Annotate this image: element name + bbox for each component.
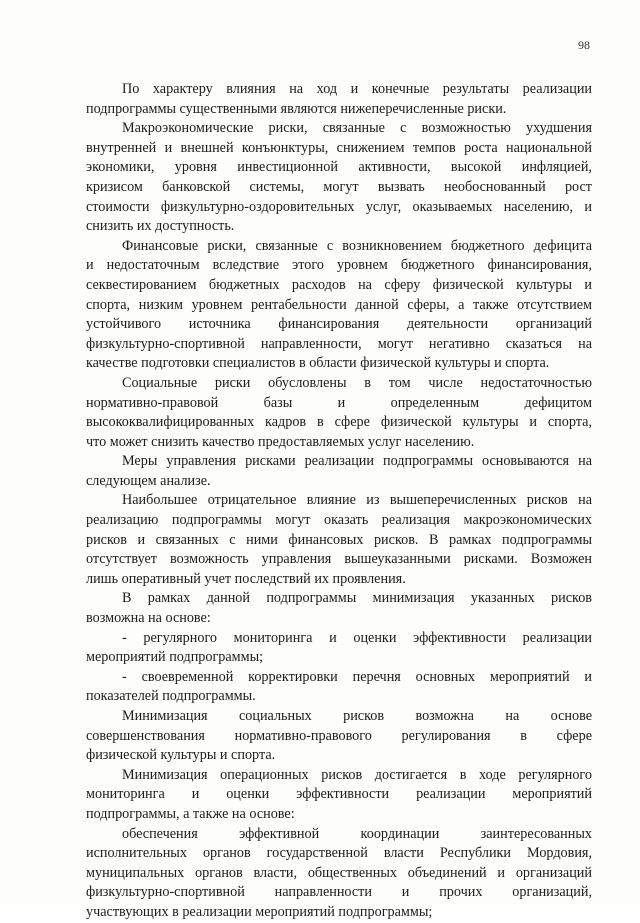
text-line: Наибольшее отрицательное влияние из вышеперечисленных рисков на [122, 492, 592, 509]
text-line: показателей подпрограммы. [86, 688, 256, 705]
text-line: - регулярного мониторинга и оценки эффективности реализации [122, 629, 592, 646]
text-line: качестве подготовки специалистов в области физической культуры и спорта. [86, 355, 550, 372]
text-line: рисков и связанных с ними финансовых рисков. В рамках подпрограммы [86, 531, 592, 548]
text-line: Минимизация социальных рисков возможна на основе [122, 708, 592, 724]
paragraph [86, 80, 592, 119]
text-line: устойчивого источника финансирования деятельности организаций [86, 316, 592, 333]
text-line: и недостаточным вследствие этого уровнем бюджетного финансирования, [86, 257, 592, 274]
text-line: снизить их доступность. [86, 218, 235, 235]
text-line: реализацию подпрограммы могут оказать реализация макроэкономических [86, 512, 592, 529]
paragraph [86, 766, 592, 825]
paragraph [86, 668, 592, 707]
text-line: отсутствует возможность управления вышеуказанными рисками. Возможен [86, 551, 592, 568]
paragraph [86, 491, 592, 589]
text-line: лишь оперативный учет последствий их проявления. [86, 570, 406, 587]
text-line: возможна на основе: [86, 610, 211, 627]
text-line: подпрограммы существенными являются нижеперечисленные риски. [86, 100, 507, 117]
paragraph [86, 825, 592, 923]
text-line: экономики, уровня инвестиционной активности, высокой инфляцией, [86, 159, 592, 176]
text-line: участвующих в реализации мероприятий подпрограммы; [86, 903, 433, 920]
text-line: что может снизить качество предоставляемых услуг населению. [86, 433, 475, 450]
text-line: следующем анализе. [86, 472, 211, 489]
paragraph [86, 374, 592, 452]
text-line: Макроэкономические риски, связанные с возможностью ухудшения [122, 120, 592, 137]
document-body [86, 80, 592, 923]
text-line: совершенствования нормативно-правового регулирования в сфере [86, 727, 592, 744]
text-line: - своевременной корректировки перечня основных мероприятий и [122, 668, 592, 685]
text-line: Социальные риски обусловлены в том числе недостаточностью [122, 374, 592, 391]
text-line: спорта, низким уровнем рентабельности данной сферы, а также отсутствием [86, 296, 592, 313]
text-line: По характеру влияния на ход и конечные результаты реализации [122, 81, 592, 97]
text-line: муниципальных органов власти, общественных объединений и организаций [86, 864, 592, 881]
paragraph [86, 629, 592, 668]
text-line: физкультурно-спортивной направленности, могут негативно сказаться на [86, 335, 592, 352]
text-line: Меры управления рисками реализации подпрограммы основываются на [122, 453, 592, 470]
text-line: Финансовые риски, связанные с возникновением бюджетного дефицита [122, 237, 592, 254]
text-line: стоимости физкультурно-оздоровительных услуг, оказываемых населению, и [86, 198, 592, 215]
text-line: внутренней и внешней конъюнктуры, снижением темпов роста национальной [86, 139, 592, 156]
text-line: физической культуры и спорта. [86, 747, 276, 764]
text-line: мониторинга и оценки эффективности реализации мероприятий [86, 786, 592, 803]
text-line: исполнительных органов государственной власти Республики Мордовия, [86, 845, 592, 862]
text-line: кризисом банковской системы, могут вызвать необоснованный рост [86, 178, 592, 195]
paragraph [86, 237, 592, 374]
text-line: секвестированием бюджетных расходов на сферу физической культуры и [86, 276, 592, 293]
page-number: 98 [578, 38, 590, 52]
text-line: подпрограммы, а также на основе: [86, 805, 295, 822]
text-line: нормативно-правовой базы и определенным дефицитом [86, 394, 592, 411]
text-line: Минимизация операционных рисков достигается в ходе регулярного [122, 766, 592, 783]
paragraph [86, 119, 592, 237]
paragraph [86, 589, 592, 628]
text-line: В рамках данной подпрограммы минимизация указанных рисков [122, 590, 592, 607]
text-line: обеспечения эффективной координации заинтересованных [122, 825, 592, 842]
text-line: высококвалифицированных кадров в сфере физической культуры и спорта, [86, 414, 592, 431]
paragraph [86, 452, 592, 491]
paragraph [86, 707, 592, 766]
text-line: физкультурно-спортивной направленности и прочих организаций, [86, 884, 592, 901]
text-line: мероприятий подпрограммы; [86, 649, 264, 666]
